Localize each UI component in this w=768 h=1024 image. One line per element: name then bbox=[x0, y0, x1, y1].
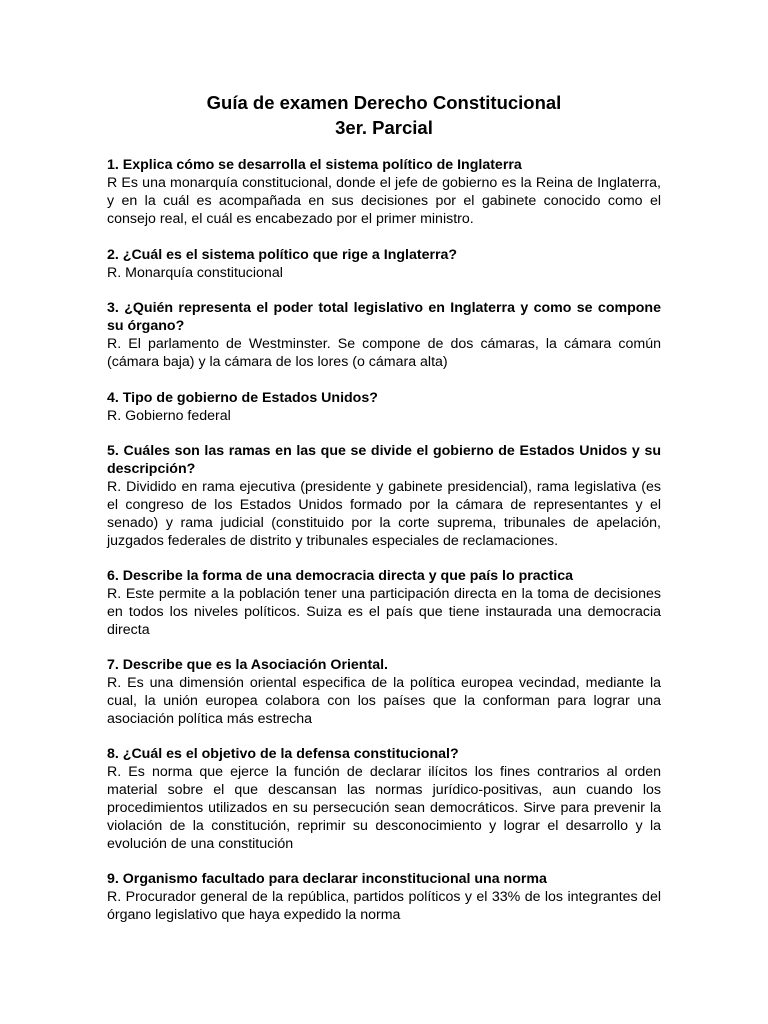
question-7: 7. Describe que es la Asociación Oriental. bbox=[107, 657, 388, 673]
qa-item-5 bbox=[107, 442, 661, 550]
document-subtitle: 3er. Parcial bbox=[335, 117, 433, 138]
qa-item-8 bbox=[107, 745, 661, 853]
answer-9: R. Procurador general de la república, partidos políticos y el 33% de los integrantes del órgano legislativo que haya expedido la norma bbox=[107, 889, 661, 923]
answer-8: R. Es norma que ejerce la función de declarar ilícitos los fines contrarios al orden material sobre el que descansan las normas jurídico-positivas, aun cuando los procedimientos utilizados en su persecución sean democráticos. Sirve para prevenir la violación de la constitución, reprimir su desconocimiento y lograr el desarrollo y la evolución de una constitución bbox=[107, 764, 661, 852]
question-3: 3. ¿Quién representa el poder total legislativo en Inglaterra y como se compone su órgano? bbox=[107, 300, 661, 334]
question-6: 6. Describe la forma de una democracia directa y que país lo practica bbox=[107, 568, 574, 584]
qa-item-4 bbox=[107, 389, 661, 425]
qa-item-1 bbox=[107, 156, 661, 228]
answer-7: R. Es una dimensión oriental especifica de la política europea vecindad, mediante la cual, la unión europea colabora con los países que la conforman para lograr una asociación política más estrecha bbox=[107, 675, 661, 727]
qa-item-6 bbox=[107, 567, 661, 639]
answer-3: R. El parlamento de Westminster. Se compone de dos cámaras, la cámara común (cámara baja) y la cámara de los lores (o cámara alta) bbox=[107, 336, 661, 370]
qa-item-2 bbox=[107, 246, 661, 282]
question-1: 1. Explica cómo se desarrolla el sistema político de Inglaterra bbox=[107, 157, 522, 173]
qa-item-3 bbox=[107, 299, 661, 371]
answer-6: R. Este permite a la población tener una participación directa en la toma de decisiones en todos los niveles políticos. Suiza es el país que tiene instaurada una democracia directa bbox=[107, 586, 661, 638]
question-5: 5. Cuáles son las ramas en las que se divide el gobierno de Estados Unidos y su descripción? bbox=[107, 443, 661, 477]
document-title: Guía de examen Derecho Constitucional bbox=[206, 92, 562, 113]
question-9: 9. Organismo facultado para declarar inconstitucional una norma bbox=[107, 871, 547, 887]
answer-2: R. Monarquía constitucional bbox=[107, 265, 283, 281]
answer-4: R. Gobierno federal bbox=[107, 408, 231, 424]
question-2: 2. ¿Cuál es el sistema político que rige a Inglaterra? bbox=[107, 247, 458, 263]
question-4: 4. Tipo de gobierno de Estados Unidos? bbox=[107, 390, 378, 406]
question-8: 8. ¿Cuál es el objetivo de la defensa constitucional? bbox=[107, 746, 459, 762]
answer-5: R. Dividido en rama ejecutiva (presidente y gabinete presidencial), rama legislativa (es el congreso de los Estados Unidos formado por la cámara de representantes y el senado) y rama judicial (constituido por la corte suprema, tribunales de apelación, juzgados federales de distrito y tribunales especiales de reclamaciones. bbox=[107, 479, 661, 549]
answer-1: R Es una monarquía constitucional, donde el jefe de gobierno es la Reina de Inglaterra, y en la cuál es acompañada en sus decisiones por el gabinete conocido como el consejo real, el cuál es encabezado por el primer ministro. bbox=[107, 175, 661, 227]
qa-item-9 bbox=[107, 870, 661, 924]
qa-item-7 bbox=[107, 656, 661, 728]
